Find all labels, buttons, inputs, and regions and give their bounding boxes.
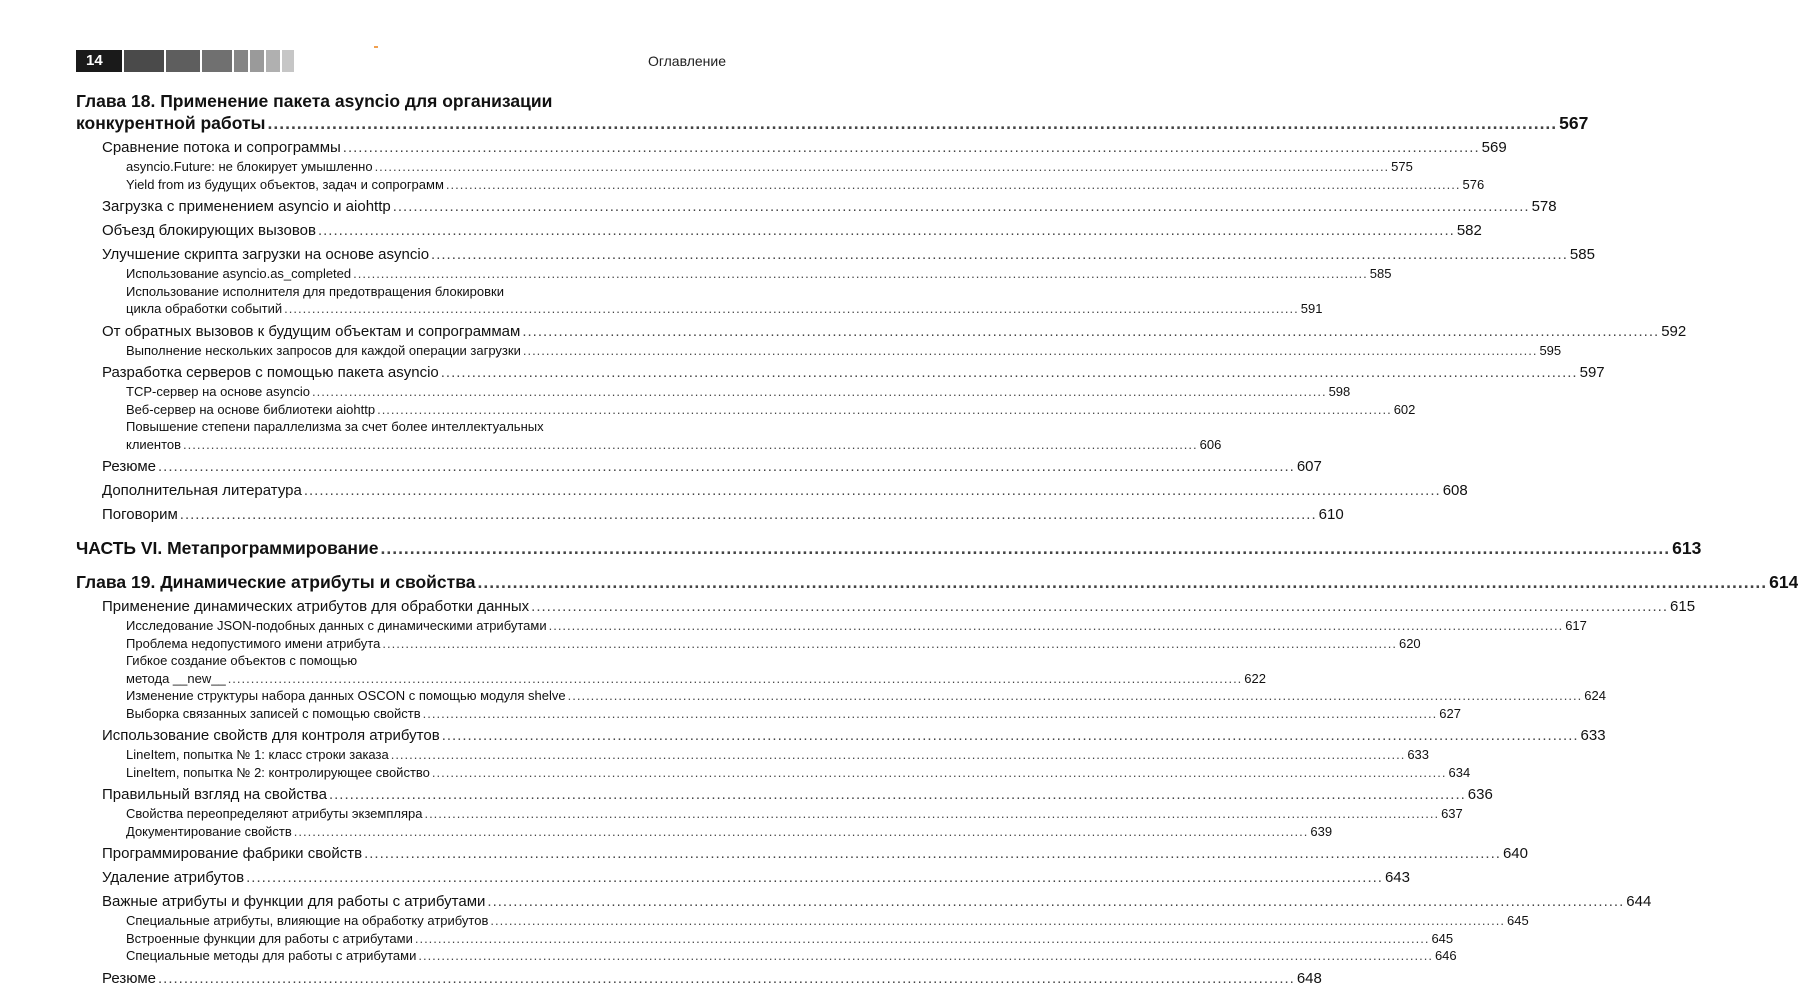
toc-page-number: 608 [1442, 482, 1468, 499]
toc-page-number: 610 [1318, 506, 1344, 523]
toc-entry-title: конкурентной работы [76, 113, 266, 133]
dot-leader: ............................................................................................................................................................................................................................ [364, 845, 1501, 862]
toc-entry[interactable] [76, 362, 1605, 383]
toc-page-number: 633 [1407, 747, 1430, 762]
toc-entry-title: Yield from из будущих объектов, задач и сопрограмм [126, 176, 444, 192]
toc-page-number: 627 [1439, 705, 1461, 721]
toc-entry-title: От обратных вызовов к будущим объектам и сопрограммам [102, 322, 521, 340]
toc-entry[interactable] [76, 283, 726, 301]
dot-leader: ............................................................................................................................................................................................................................ [311, 384, 1327, 399]
toc-entry[interactable] [76, 504, 1344, 525]
dot-leader: ............................................................................................................................................................................................................................ [531, 598, 1669, 615]
header-block [166, 50, 200, 72]
toc-entry-title: Поговорим [102, 506, 178, 523]
toc-entry[interactable] [76, 725, 1606, 746]
toc-entry[interactable] [76, 480, 1468, 501]
toc-entry-title: Загрузка с применением asyncio и aiohttp [102, 198, 391, 215]
toc-entry[interactable] [76, 436, 1222, 454]
toc-entry-title: Исследование JSON-подобных данных с динамическими атрибутами [126, 618, 547, 633]
toc-page-number: 648 [1296, 969, 1322, 987]
toc-page-number: 578 [1531, 198, 1557, 215]
dot-leader: ............................................................................................................................................................................................................................ [567, 688, 1583, 703]
toc-page-number: 585 [1369, 266, 1392, 281]
toc-entry[interactable] [76, 764, 1471, 782]
toc-entry-title: Специальные атрибуты, влияющие на обработку атрибутов [126, 913, 489, 928]
toc-entry[interactable] [76, 617, 1587, 635]
toc-page-number: 617 [1565, 618, 1587, 633]
toc-page-number: 643 [1384, 869, 1410, 886]
dot-leader: ............................................................................................................................................................................................................................ [353, 266, 1368, 281]
dot-leader: ............................................................................................................................................................................................................................ [522, 322, 1660, 340]
toc-entry[interactable] [76, 947, 1457, 965]
dot-leader: ............................................................................................................................................................................................................................ [377, 401, 1392, 417]
header-block [202, 50, 232, 72]
toc-entry-title: Дополнительная литература [102, 482, 302, 499]
toc-entry[interactable] [76, 220, 1482, 241]
toc-entry[interactable] [76, 805, 1463, 823]
toc-entry[interactable] [76, 652, 726, 670]
dot-leader: ............................................................................................................................................................................................................................ [267, 113, 1558, 133]
toc-entry[interactable] [76, 401, 1416, 419]
toc-page-number: 614 [1769, 572, 1798, 592]
dot-leader: ............................................................................................................................................................................................................................ [424, 806, 1440, 821]
toc-entry-title: Удаление атрибутов [102, 869, 245, 886]
toc-entry-title: Применение динамических атрибутов для обработки данных [102, 598, 530, 615]
toc-page-number: 633 [1580, 727, 1606, 744]
toc-page-number: 640 [1502, 845, 1528, 862]
toc-page-number: 624 [1584, 688, 1606, 703]
toc-entry-title: Выполнение нескольких запросов для каждой операции загрузки [126, 342, 521, 358]
toc-entry-title: Документирование свойств [126, 823, 292, 839]
toc-page-number: 615 [1670, 598, 1696, 615]
toc-page-number: 595 [1539, 342, 1562, 358]
toc-entry[interactable] [76, 843, 1528, 864]
toc-entry[interactable] [76, 537, 1702, 559]
toc-entry-title: Веб-сервер на основе библиотеки aiohttp [126, 401, 376, 417]
toc-entry[interactable] [76, 456, 1322, 477]
toc-page-number: 636 [1467, 786, 1493, 803]
toc-entry-title: Проблема недопустимого имени атрибута [126, 635, 381, 651]
toc-entry[interactable] [76, 265, 1392, 283]
toc-entry-title: клиентов [126, 436, 182, 452]
dot-leader: ............................................................................................................................................................................................................................ [445, 176, 1461, 192]
toc-page-number: 606 [1199, 436, 1222, 452]
toc-entry[interactable] [76, 158, 1413, 176]
toc-entry[interactable] [76, 342, 1562, 360]
toc-entry-title: Резюме [102, 458, 156, 475]
toc-entry-title: Изменение структуры набора данных OSCON с помощью модуля shelve [126, 688, 566, 703]
running-header [76, 50, 726, 72]
dot-leader: ............................................................................................................................................................................................................................ [374, 159, 1390, 174]
dot-leader: ............................................................................................................................................................................................................................ [342, 139, 1480, 156]
toc-entry-title: Глава 19. Динамические атрибуты и свойства [76, 572, 476, 592]
toc-entry[interactable] [76, 705, 1461, 723]
toc-entry-title: Важные атрибуты и функции для работы с атрибутами [102, 893, 486, 910]
toc-entry[interactable] [76, 137, 1507, 158]
toc-entry-title: ЧАСТЬ VI. Метапрограммирование [76, 538, 379, 558]
toc-entry[interactable] [76, 112, 1589, 134]
toc-entry-title: LineItem, попытка № 1: класс строки заказа [126, 747, 389, 762]
toc-entry-title: Использование asyncio.as_completed [126, 266, 352, 281]
dot-leader: ............................................................................................................................................................................................................................ [317, 222, 1455, 239]
toc-page-number: 639 [1310, 823, 1333, 839]
toc-entry-title: Повышение степени параллелизма за счет более интеллектуальных [126, 419, 544, 434]
toc-entry-title: метода __new__ [126, 670, 226, 686]
dot-leader: ............................................................................................................................................................................................................................ [293, 823, 1309, 839]
toc-entry[interactable] [76, 746, 1430, 764]
header-block [266, 50, 280, 72]
toc-entry[interactable] [76, 891, 1652, 912]
toc-entry[interactable] [76, 196, 1557, 217]
dot-leader: ............................................................................................................................................................................................................................ [414, 930, 1430, 946]
header-block [282, 50, 294, 72]
dot-leader: ............................................................................................................................................................................................................................ [441, 727, 1579, 744]
toc-entry-title: Встроенные функции для работы с атрибутами [126, 930, 413, 946]
dot-leader: ............................................................................................................................................................................................................................ [382, 635, 1397, 651]
dot-leader: ............................................................................................................................................................................................................................ [380, 538, 1671, 558]
toc-entry-title: Улучшение скрипта загрузки на основе asyncio [102, 246, 430, 263]
toc-entry-title: Использование свойств для контроля атрибутов [102, 727, 440, 744]
dot-leader: ............................................................................................................................................................................................................................ [490, 913, 1505, 928]
toc-entry[interactable] [76, 90, 726, 112]
header-block [250, 50, 264, 72]
toc-page-number: 585 [1569, 246, 1595, 263]
scan-mark [374, 46, 378, 48]
toc-entry[interactable] [76, 244, 1595, 265]
toc-page-number: 645 [1506, 913, 1529, 928]
toc-page-number: 576 [1462, 176, 1485, 192]
toc-entry[interactable] [76, 596, 1696, 617]
toc-entry-title: Резюме [102, 969, 156, 987]
toc-entry-title: Свойства переопределяют атрибуты экземпляра [126, 806, 423, 821]
toc-entry-title: Использование исполнителя для предотвращения блокировки [126, 283, 504, 299]
toc-entry[interactable] [76, 418, 726, 436]
toc-entry[interactable] [76, 300, 1323, 318]
header-block [124, 50, 164, 72]
dot-leader: ............................................................................................................................................................................................................................ [440, 364, 1578, 381]
dot-leader: ............................................................................................................................................................................................................................ [487, 893, 1625, 910]
toc-entry-title: цикла обработки событий [126, 301, 283, 316]
toc-entry[interactable] [76, 635, 1421, 653]
toc-page-number: 644 [1626, 893, 1652, 910]
toc-entry-title: Глава 18. Применение пакета asyncio для организации [76, 91, 553, 111]
toc-page-number: 637 [1441, 806, 1463, 821]
toc-entry-title: Специальные методы для работы с атрибутами [126, 948, 417, 963]
dot-leader: ............................................................................................................................................................................................................................ [522, 342, 1538, 358]
dot-leader: ............................................................................................................................................................................................................................ [390, 747, 1406, 762]
toc-entry[interactable] [76, 687, 1606, 705]
dot-leader: ............................................................................................................................................................................................................................ [477, 572, 1768, 592]
toc-page-number: 597 [1579, 364, 1605, 381]
dot-leader: ............................................................................................................................................................................................................................ [284, 301, 1299, 316]
dot-leader: ............................................................................................................................................................................................................................ [246, 869, 1383, 886]
toc-page-number: 645 [1431, 930, 1454, 946]
toc-entry[interactable] [76, 176, 1485, 194]
toc-entry[interactable] [76, 670, 1266, 688]
header-block [234, 50, 248, 72]
dot-leader: ............................................................................................................................................................................................................................ [303, 482, 1441, 499]
dot-leader: ............................................................................................................................................................................................................................ [422, 705, 1438, 721]
toc-entry-title: Правильный взгляд на свойства [102, 786, 327, 803]
toc-entry-title: Программирование фабрики свойств [102, 845, 363, 862]
dot-leader: ............................................................................................................................................................................................................................ [157, 969, 1295, 987]
toc-entry[interactable] [76, 383, 1351, 401]
toc-entry-title: Разработка серверов с помощью пакета asyncio [102, 364, 439, 381]
toc-page-number: 634 [1448, 764, 1471, 780]
toc-entry[interactable] [76, 571, 1798, 593]
page-number: 14 [76, 50, 122, 72]
dot-leader: ............................................................................................................................................................................................................................ [183, 436, 1198, 452]
toc-entry[interactable] [76, 321, 1687, 342]
toc-entry-title: asyncio.Future: не блокирует умышленно [126, 159, 373, 174]
toc-entry-title: LineItem, попытка № 2: контролирующее свойство [126, 764, 430, 780]
toc-entry[interactable] [76, 823, 1333, 841]
toc-entry-title: TCP-сервер на основе asyncio [126, 384, 310, 399]
dot-leader: ............................................................................................................................................................................................................................ [328, 786, 1466, 803]
toc-page-number: 602 [1393, 401, 1416, 417]
dot-leader: ............................................................................................................................................................................................................................ [179, 506, 1317, 523]
header-title: Оглавление [647, 53, 726, 69]
dot-leader: ............................................................................................................................................................................................................................ [431, 246, 1568, 263]
dot-leader: ............................................................................................................................................................................................................................ [431, 764, 1447, 780]
dot-leader: ............................................................................................................................................................................................................................ [227, 670, 1243, 686]
toc-page-number: 613 [1672, 538, 1702, 558]
toc-entry[interactable] [76, 968, 1322, 989]
dot-leader: ............................................................................................................................................................................................................................ [392, 198, 1530, 215]
toc-page-number: 569 [1481, 139, 1507, 156]
toc-page-number: 598 [1328, 384, 1351, 399]
toc-entry-title: Выборка связанных записей с помощью свойств [126, 705, 421, 721]
table-of-contents [76, 90, 1798, 989]
toc-entry[interactable] [76, 912, 1529, 930]
dot-leader: ............................................................................................................................................................................................................................ [418, 948, 1433, 963]
dot-leader: ............................................................................................................................................................................................................................ [157, 458, 1295, 475]
toc-entry[interactable] [76, 930, 1454, 948]
dot-leader: ............................................................................................................................................................................................................................ [548, 618, 1564, 633]
toc-page-number: 582 [1456, 222, 1482, 239]
toc-page-number: 575 [1391, 159, 1413, 174]
toc-page-number: 622 [1244, 670, 1266, 686]
toc-page-number: 646 [1434, 948, 1457, 963]
toc-page-number: 620 [1398, 635, 1421, 651]
toc-page-number: 567 [1559, 113, 1589, 133]
toc-entry[interactable] [76, 784, 1493, 805]
toc-entry-title: Сравнение потока и сопрограммы [102, 139, 341, 156]
toc-page-number: 591 [1300, 301, 1323, 316]
toc-entry-title: Объезд блокирующих вызовов [102, 222, 316, 239]
toc-entry[interactable] [76, 867, 1410, 888]
toc-page-number: 607 [1296, 458, 1322, 475]
toc-entry-title: Гибкое создание объектов с помощью [126, 653, 358, 668]
toc-page-number: 592 [1661, 322, 1687, 340]
